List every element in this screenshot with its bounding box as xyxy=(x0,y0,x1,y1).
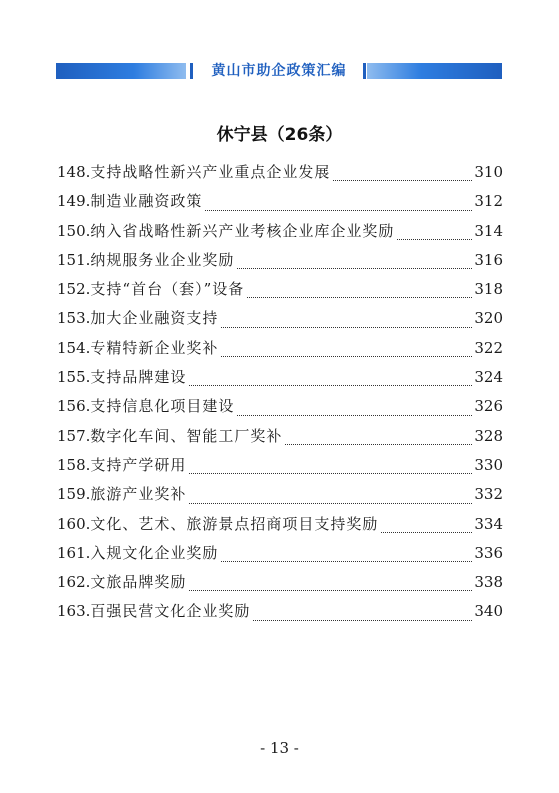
toc-entry[interactable] xyxy=(57,451,503,480)
toc-entry-page: 336 xyxy=(474,543,503,562)
toc-entry-page: 310 xyxy=(474,163,503,181)
toc-entry-number: 161. xyxy=(57,543,91,562)
dot-leader xyxy=(285,444,472,445)
header-divider xyxy=(363,63,366,79)
table-of-contents xyxy=(57,158,503,627)
dot-leader xyxy=(237,415,472,416)
dot-leader xyxy=(253,620,472,621)
toc-entry-title: 支持战略性新兴产业重点企业发展 xyxy=(90,163,331,181)
toc-entry-page: 322 xyxy=(474,338,503,357)
dot-leader xyxy=(397,239,472,240)
toc-entry-page: 332 xyxy=(474,485,503,504)
toc-entry-number: 157. xyxy=(57,426,91,445)
dot-leader xyxy=(381,532,472,533)
toc-entry-number: 160. xyxy=(57,514,91,533)
toc-entry[interactable] xyxy=(57,246,503,275)
dot-leader xyxy=(189,473,472,474)
toc-entry[interactable] xyxy=(57,392,503,421)
toc-entry-page: 334 xyxy=(474,514,503,533)
toc-entry-title: 支持产学研用 xyxy=(90,455,187,474)
dot-leader xyxy=(221,561,472,562)
toc-entry[interactable] xyxy=(57,597,503,626)
toc-entry[interactable] xyxy=(57,217,503,246)
toc-entry-page: 314 xyxy=(474,221,503,240)
toc-entry[interactable] xyxy=(57,158,503,187)
toc-entry-title: 支持品牌建设 xyxy=(90,368,187,387)
header-band-right xyxy=(367,63,502,79)
toc-entry-page: 316 xyxy=(474,250,503,269)
toc-entry[interactable] xyxy=(57,334,503,363)
toc-entry-title: 制造业融资政策 xyxy=(90,192,203,211)
toc-entry-number: 148. xyxy=(57,163,91,181)
toc-entry[interactable] xyxy=(57,568,503,597)
toc-entry-title: 数字化车间、智能工厂奖补 xyxy=(90,426,283,445)
dot-leader xyxy=(221,327,472,328)
toc-entry[interactable] xyxy=(57,510,503,539)
dot-leader xyxy=(221,356,472,357)
toc-entry[interactable] xyxy=(57,304,503,333)
toc-entry[interactable] xyxy=(57,422,503,451)
toc-entry-page: 312 xyxy=(474,192,503,211)
toc-entry-page: 338 xyxy=(474,573,503,592)
toc-entry-page: 324 xyxy=(474,368,503,387)
toc-entry-title: 入规文化企业奖励 xyxy=(90,543,219,562)
header-band-left xyxy=(56,63,186,79)
toc-entry-title: 纳规服务业企业奖励 xyxy=(90,250,235,269)
dot-leader xyxy=(189,503,472,504)
header-divider xyxy=(190,63,193,79)
toc-entry-title: 加大企业融资支持 xyxy=(90,309,219,328)
toc-entry[interactable] xyxy=(57,275,503,304)
toc-entry-title: 文旅品牌奖励 xyxy=(90,573,187,592)
toc-entry[interactable] xyxy=(57,480,503,509)
toc-entry-title: 百强民营文化企业奖励 xyxy=(90,602,251,621)
toc-entry[interactable] xyxy=(57,187,503,216)
toc-entry[interactable] xyxy=(57,363,503,392)
header-title: 黄山市助企政策汇编 xyxy=(211,63,347,79)
toc-entry-title: 文化、艺术、旅游景点招商项目支持奖励 xyxy=(90,514,379,533)
dot-leader xyxy=(237,268,472,269)
toc-entry-page: 326 xyxy=(474,397,503,416)
toc-entry-number: 163. xyxy=(57,602,91,621)
toc-entry-page: 340 xyxy=(474,602,503,621)
toc-entry-page: 320 xyxy=(474,309,503,328)
dot-leader xyxy=(333,180,472,181)
toc-entry[interactable] xyxy=(57,539,503,568)
dot-leader xyxy=(189,385,472,386)
toc-entry-title: 纳入省战略性新兴产业考核企业库企业奖励 xyxy=(90,221,395,240)
toc-entry-number: 152. xyxy=(57,280,91,299)
toc-entry-title: 支持信息化项目建设 xyxy=(90,397,235,416)
dot-leader xyxy=(189,590,472,591)
dot-leader xyxy=(205,210,472,211)
toc-entry-number: 162. xyxy=(57,573,91,592)
toc-entry-number: 155. xyxy=(57,368,91,387)
toc-entry-number: 151. xyxy=(57,250,91,269)
toc-entry-title: 支持“首台（套）”设备 xyxy=(90,280,245,299)
section-title: 休宁县（26条） xyxy=(216,125,343,145)
page-number: - 13 - xyxy=(260,739,299,757)
toc-entry-number: 150. xyxy=(57,221,91,240)
toc-entry-number: 158. xyxy=(57,455,91,474)
toc-entry-page: 328 xyxy=(474,426,503,445)
toc-entry-number: 149. xyxy=(57,192,91,211)
toc-entry-title: 旅游产业奖补 xyxy=(90,485,187,504)
toc-entry-page: 318 xyxy=(474,280,503,299)
toc-entry-number: 153. xyxy=(57,309,91,328)
toc-entry-number: 156. xyxy=(57,397,91,416)
toc-entry-page: 330 xyxy=(474,455,503,474)
dot-leader xyxy=(247,297,472,298)
header-band xyxy=(56,63,502,79)
toc-entry-title: 专精特新企业奖补 xyxy=(90,338,219,357)
toc-entry-number: 159. xyxy=(57,485,91,504)
toc-entry-number: 154. xyxy=(57,338,91,357)
